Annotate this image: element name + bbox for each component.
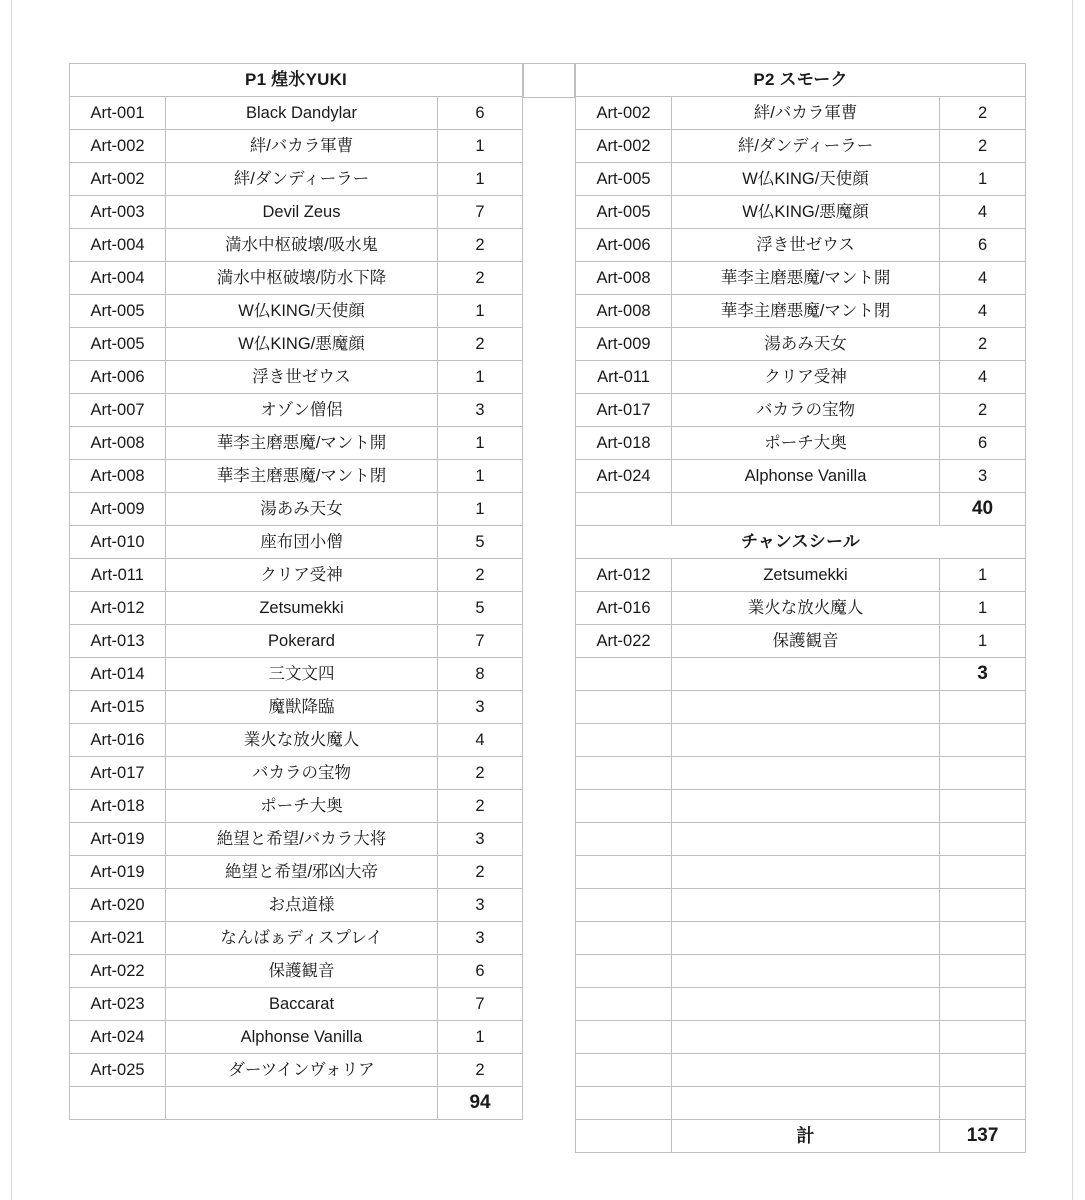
empty-cell-qty [940,955,1026,988]
cell-quantity[interactable]: 1 [438,1021,523,1054]
cell-quantity[interactable]: 2 [438,229,523,262]
cell-art-name[interactable]: W仏KING/天使顔 [166,295,438,328]
cell-art-name[interactable]: 絶望と希望/バカラ大将 [166,823,438,856]
cell-art-name[interactable]: 業火な放火魔人 [166,724,438,757]
cell-art-id[interactable]: Art-021 [70,922,166,955]
cell-art-id[interactable]: Art-002 [576,97,672,130]
empty-row [576,823,1026,856]
empty-row [576,790,1026,823]
cell-quantity[interactable]: 1 [438,361,523,394]
cell-art-id[interactable]: Art-016 [576,592,672,625]
cell-quantity[interactable]: 1 [940,559,1026,592]
cell-art-name[interactable]: 華李主磨悪魔/マント開 [672,262,940,295]
empty-cell-id [576,922,672,955]
empty-cell-qty [940,856,1026,889]
cell-art-id[interactable]: Art-005 [576,163,672,196]
cell-art-name[interactable]: 絆/バカラ軍曹 [672,97,940,130]
empty-cell-id [576,757,672,790]
cell-art-id[interactable]: Art-007 [70,394,166,427]
table-row [70,856,523,889]
table-row [70,922,523,955]
table-row [576,361,1026,394]
p2-header-row [576,64,1026,97]
table-row [576,592,1026,625]
cell-quantity[interactable]: 2 [438,790,523,823]
cell-art-name[interactable]: なんばぁディスプレイ [166,922,438,955]
cell-quantity[interactable]: 2 [438,559,523,592]
empty-cell-id [576,724,672,757]
cell-art-id[interactable]: Art-018 [70,790,166,823]
cell-art-id[interactable]: Art-012 [576,559,672,592]
p1-header-label: P1 煌氷YUKI [70,64,523,97]
table-row [576,394,1026,427]
cell-quantity[interactable]: 8 [438,658,523,691]
table-row [576,229,1026,262]
cell-art-id[interactable]: Art-010 [70,526,166,559]
table-row [70,196,523,229]
empty-cell-id [576,790,672,823]
cell-art-id[interactable]: Art-025 [70,1054,166,1087]
cell-art-id[interactable]: Art-011 [70,559,166,592]
chance-seal-header-row [576,526,1026,559]
cell-art-id[interactable]: Art-017 [70,757,166,790]
cell-quantity[interactable]: 3 [438,691,523,724]
empty-row [576,1087,1026,1120]
cell-art-name[interactable]: Baccarat [166,988,438,1021]
p2-subtotal-label [672,493,940,526]
empty-cell-qty [940,823,1026,856]
table-row [576,97,1026,130]
cell-art-name[interactable]: 華李主磨悪魔/マント閉 [672,295,940,328]
table-row [70,526,523,559]
empty-row [576,757,1026,790]
table-row [576,559,1026,592]
grand-total-value: 137 [940,1120,1026,1153]
cell-quantity[interactable]: 2 [438,262,523,295]
empty-cell-name [672,790,940,823]
cell-art-id[interactable]: Art-015 [70,691,166,724]
empty-cell-id [576,988,672,1021]
cell-quantity[interactable]: 7 [438,196,523,229]
spreadsheet-sheet [69,63,1024,1153]
cell-art-id[interactable]: Art-019 [70,856,166,889]
cell-art-name[interactable]: 業火な放火魔人 [672,592,940,625]
empty-row [576,955,1026,988]
cell-art-name[interactable]: Black Dandylar [166,97,438,130]
cell-quantity[interactable]: 6 [940,229,1026,262]
empty-cell-id [576,823,672,856]
empty-cell-qty [940,790,1026,823]
p1-header-row [70,64,523,97]
cell-quantity[interactable]: 2 [940,328,1026,361]
cell-quantity[interactable]: 1 [438,163,523,196]
empty-row [576,922,1026,955]
empty-cell-id [576,856,672,889]
cell-art-name[interactable]: 満水中枢破壊/吸水鬼 [166,229,438,262]
cell-quantity[interactable]: 3 [438,922,523,955]
p2-table [575,63,1026,1153]
empty-cell-id [576,691,672,724]
grand-total-blank-id [576,1120,672,1153]
empty-cell-id [576,1021,672,1054]
table-row [576,625,1026,658]
cell-quantity[interactable]: 6 [940,427,1026,460]
cell-quantity[interactable]: 3 [940,460,1026,493]
empty-cell-name [672,856,940,889]
cell-quantity[interactable]: 4 [940,262,1026,295]
empty-row [576,856,1026,889]
table-row [70,592,523,625]
table-row [70,130,523,163]
empty-cell-name [672,955,940,988]
cell-art-id[interactable]: Art-018 [576,427,672,460]
cell-art-id[interactable]: Art-016 [70,724,166,757]
empty-cell-name [672,988,940,1021]
cell-quantity[interactable]: 1 [438,427,523,460]
cell-art-id[interactable]: Art-023 [70,988,166,1021]
table-row [70,328,523,361]
table-row [70,163,523,196]
cell-quantity[interactable]: 4 [940,196,1026,229]
cell-quantity[interactable]: 1 [438,295,523,328]
table-row [576,427,1026,460]
empty-cell-qty [940,1021,1026,1054]
cell-art-id[interactable]: Art-011 [576,361,672,394]
empty-cell-qty [940,757,1026,790]
empty-cell-qty [940,691,1026,724]
cell-quantity[interactable]: 1 [940,592,1026,625]
cell-art-name[interactable]: Alphonse Vanilla [672,460,940,493]
table-row [70,691,523,724]
cell-quantity[interactable]: 4 [438,724,523,757]
cell-art-name[interactable]: 絆/ダンディーラー [672,130,940,163]
empty-cell-name [672,922,940,955]
table-row [70,757,523,790]
table-row [70,625,523,658]
empty-cell-name [672,1087,940,1120]
gutter-body [523,98,575,1133]
p1-total-row [70,1087,523,1120]
table-row [70,790,523,823]
p2-subtotal-blank-id [576,493,672,526]
cell-art-id[interactable]: Art-008 [70,427,166,460]
cell-art-name[interactable]: バカラの宝物 [672,394,940,427]
cell-quantity[interactable]: 2 [940,97,1026,130]
empty-cell-id [576,1087,672,1120]
p2-subtotal-row [576,493,1026,526]
table-row [576,163,1026,196]
empty-cell-name [672,1021,940,1054]
cell-art-name[interactable]: 座布団小僧 [166,526,438,559]
cell-art-id[interactable]: Art-003 [70,196,166,229]
cell-art-name[interactable]: Pokerard [166,625,438,658]
table-row [70,559,523,592]
cell-quantity[interactable]: 2 [438,757,523,790]
chance-seal-subtotal-value: 3 [940,658,1026,691]
empty-row [576,691,1026,724]
empty-row [576,1054,1026,1087]
cell-art-id[interactable]: Art-001 [70,97,166,130]
cell-art-name[interactable]: 三文文四 [166,658,438,691]
cell-art-id[interactable]: Art-002 [70,130,166,163]
cell-art-id[interactable]: Art-014 [70,658,166,691]
cell-art-id[interactable]: Art-013 [70,625,166,658]
cell-art-name[interactable]: 絆/ダンディーラー [166,163,438,196]
table-row [70,361,523,394]
cell-art-id[interactable]: Art-005 [576,196,672,229]
cell-art-id[interactable]: Art-019 [70,823,166,856]
gutter-header-cell [523,63,575,98]
cell-art-id[interactable]: Art-006 [70,361,166,394]
cell-quantity[interactable]: 6 [438,955,523,988]
cell-quantity[interactable]: 7 [438,625,523,658]
table-row [576,130,1026,163]
cell-art-id[interactable]: Art-022 [70,955,166,988]
cell-quantity[interactable]: 2 [438,328,523,361]
cell-art-id[interactable]: Art-009 [70,493,166,526]
cell-art-name[interactable]: 湯あみ天女 [672,328,940,361]
table-row [70,97,523,130]
table-row [70,262,523,295]
p1-table [69,63,523,1120]
table-row [70,295,523,328]
table-row [70,658,523,691]
empty-row [576,889,1026,922]
cell-art-name[interactable]: 華李主磨悪魔/マント閉 [166,460,438,493]
cell-quantity[interactable]: 5 [438,526,523,559]
cell-quantity[interactable]: 1 [438,130,523,163]
cell-art-id[interactable]: Art-002 [576,130,672,163]
cell-art-name[interactable]: 絆/バカラ軍曹 [166,130,438,163]
empty-cell-name [672,757,940,790]
cell-quantity[interactable]: 4 [940,295,1026,328]
p1-total-value: 94 [438,1087,523,1120]
cell-art-name[interactable]: 満水中枢破壊/防水下降 [166,262,438,295]
table-row [576,328,1026,361]
cell-art-id[interactable]: Art-020 [70,889,166,922]
table-row [70,394,523,427]
cell-art-name[interactable]: オゾン僧侶 [166,394,438,427]
cell-art-id[interactable]: Art-024 [70,1021,166,1054]
cell-quantity[interactable]: 7 [438,988,523,1021]
table-row [576,295,1026,328]
empty-cell-id [576,889,672,922]
cell-art-id[interactable]: Art-017 [576,394,672,427]
chance-seal-subtotal-row [576,658,1026,691]
empty-cell-name [672,1054,940,1087]
cell-art-name[interactable]: ポーチ大奥 [166,790,438,823]
table-row [70,460,523,493]
cell-quantity[interactable]: 2 [438,1054,523,1087]
table-row [70,823,523,856]
cell-art-name[interactable]: 絶望と希望/邪凶大帝 [166,856,438,889]
table-row [70,724,523,757]
cell-quantity[interactable]: 5 [438,592,523,625]
table-row [70,1021,523,1054]
cell-quantity[interactable]: 1 [438,460,523,493]
cell-art-id[interactable]: Art-005 [70,295,166,328]
cell-art-id[interactable]: Art-005 [70,328,166,361]
table-row [70,889,523,922]
empty-cell-qty [940,1054,1026,1087]
table-row [70,988,523,1021]
cell-art-name[interactable]: ポーチ大奥 [672,427,940,460]
table-row [70,229,523,262]
cell-art-id[interactable]: Art-006 [576,229,672,262]
cell-art-id[interactable]: Art-008 [70,460,166,493]
cell-art-name[interactable]: 浮き世ゼウス [672,229,940,262]
cell-art-name[interactable]: クリア受神 [672,361,940,394]
cell-art-id[interactable]: Art-004 [70,229,166,262]
cell-quantity[interactable]: 2 [940,130,1026,163]
cell-quantity[interactable]: 1 [940,163,1026,196]
cell-art-id[interactable]: Art-022 [576,625,672,658]
cell-art-name[interactable]: W仏KING/天使顔 [672,163,940,196]
chance-seal-subtotal-label [672,658,940,691]
cell-art-name[interactable]: W仏KING/悪魔顔 [672,196,940,229]
empty-cell-name [672,823,940,856]
empty-row [576,988,1026,1021]
cell-art-id[interactable]: Art-024 [576,460,672,493]
p1-total-blank-id [70,1087,166,1120]
cell-quantity[interactable]: 3 [438,394,523,427]
cell-art-name[interactable]: クリア受神 [166,559,438,592]
cell-art-name[interactable]: バカラの宝物 [166,757,438,790]
cell-art-name[interactable]: 湯あみ天女 [166,493,438,526]
cell-art-name[interactable]: 保護観音 [672,625,940,658]
chance-seal-subtotal-blank-id [576,658,672,691]
cell-art-id[interactable]: Art-009 [576,328,672,361]
cell-art-name[interactable]: 魔獣降臨 [166,691,438,724]
cell-art-id[interactable]: Art-008 [576,262,672,295]
cell-art-name[interactable]: Zetsumekki [672,559,940,592]
table-row [70,1054,523,1087]
empty-cell-id [576,955,672,988]
p1-total-label [166,1087,438,1120]
empty-cell-name [672,691,940,724]
cell-art-name[interactable]: Alphonse Vanilla [166,1021,438,1054]
cell-art-id[interactable]: Art-002 [70,163,166,196]
chance-seal-header-label: チャンスシール [576,526,1026,559]
cell-art-name[interactable]: 浮き世ゼウス [166,361,438,394]
cell-art-name[interactable]: 保護観音 [166,955,438,988]
empty-cell-id [576,1054,672,1087]
table-row [576,262,1026,295]
empty-cell-qty [940,1087,1026,1120]
cell-quantity[interactable]: 2 [438,856,523,889]
table-row [576,460,1026,493]
cell-art-name[interactable]: W仏KING/悪魔顔 [166,328,438,361]
table-row [70,493,523,526]
empty-row [576,1021,1026,1054]
empty-cell-name [672,724,940,757]
cell-quantity[interactable]: 3 [438,889,523,922]
grand-total-row [576,1120,1026,1153]
empty-cell-qty [940,889,1026,922]
cell-art-name[interactable]: Devil Zeus [166,196,438,229]
cell-art-name[interactable]: 華李主磨悪魔/マント開 [166,427,438,460]
cell-art-name[interactable]: Zetsumekki [166,592,438,625]
table-row [576,196,1026,229]
cell-art-name[interactable]: ダーツインヴォリア [166,1054,438,1087]
empty-cell-qty [940,988,1026,1021]
cell-art-id[interactable]: Art-008 [576,295,672,328]
empty-cell-name [672,889,940,922]
p2-header-label: P2 スモーク [576,64,1026,97]
empty-cell-qty [940,922,1026,955]
column-gutter [523,63,575,1133]
cell-quantity[interactable]: 2 [940,394,1026,427]
cell-quantity[interactable]: 6 [438,97,523,130]
empty-cell-qty [940,724,1026,757]
cell-art-name[interactable]: お点道様 [166,889,438,922]
empty-row [576,724,1026,757]
cell-art-id[interactable]: Art-004 [70,262,166,295]
cell-quantity[interactable]: 1 [940,625,1026,658]
p2-subtotal-value: 40 [940,493,1026,526]
cell-quantity[interactable]: 1 [438,493,523,526]
table-row [70,427,523,460]
cell-art-id[interactable]: Art-012 [70,592,166,625]
cell-quantity[interactable]: 4 [940,361,1026,394]
table-row [70,955,523,988]
grand-total-label: 計 [672,1120,940,1153]
cell-quantity[interactable]: 3 [438,823,523,856]
